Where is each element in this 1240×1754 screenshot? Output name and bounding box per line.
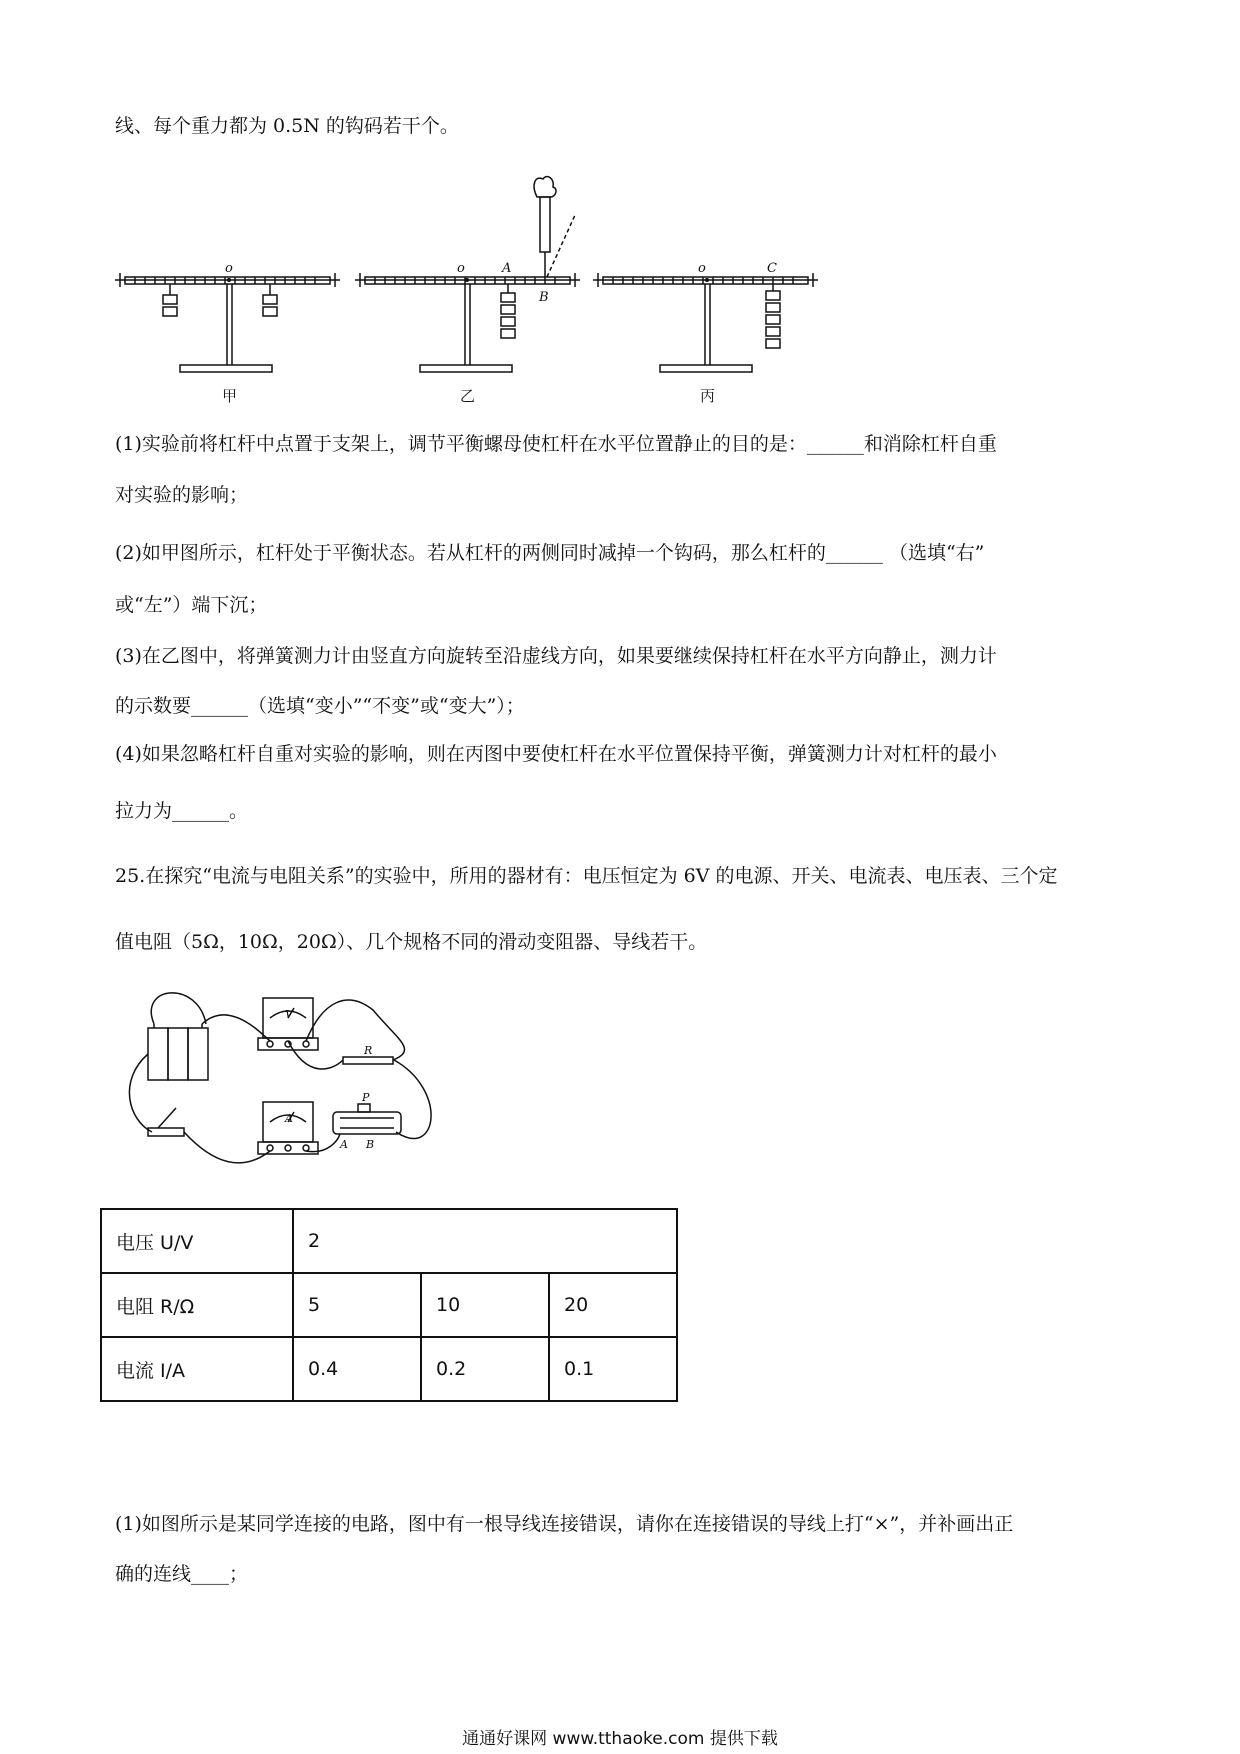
table-header-resistance: 电阻 R/Ω bbox=[101, 1273, 293, 1337]
table-cell: 0.1 bbox=[549, 1337, 677, 1401]
q25-line2: 值电阻（5Ω，10Ω，20Ω）、几个规格不同的滑动变阻器、导线若干。 bbox=[115, 931, 708, 953]
q24-p3-line2: 的示数要______（选填“变小”“不变”或“变大”）； bbox=[115, 695, 525, 717]
label-o-3: o bbox=[698, 261, 706, 276]
label-bing: 丙 bbox=[700, 387, 716, 405]
intro-text: 线、每个重力都为 0.5N 的钩码若干个。 bbox=[115, 115, 459, 137]
label-a: A bbox=[502, 261, 512, 276]
q25-p1-line1: (1)如图所示是某同学连接的电路，图中有一根导线连接错误，请你在连接错误的导线上打“×”，并补画出正 bbox=[115, 1513, 1014, 1535]
label-o-1: o bbox=[225, 261, 233, 276]
table-cell: 0.2 bbox=[421, 1337, 549, 1401]
q25-p1-line2: 确的连线____； bbox=[115, 1563, 249, 1585]
table-row bbox=[101, 1273, 677, 1337]
q24-p3-line1: (3)在乙图中，将弹簧测力计由竖直方向旋转至沿虚线方向，如果要继续保持杠杆在水平方向静止，测力计 bbox=[115, 645, 997, 667]
q24-p2-line2: 或“左”）端下沉； bbox=[115, 594, 268, 616]
label-jia: 甲 bbox=[222, 387, 238, 405]
lever-figure bbox=[115, 175, 855, 410]
table-row bbox=[101, 1337, 677, 1401]
circuit-figure bbox=[118, 990, 478, 1180]
label-p: P bbox=[362, 1091, 370, 1104]
table-cell: 5 bbox=[293, 1273, 421, 1337]
table-cell: 10 bbox=[421, 1273, 549, 1337]
label-o-2: o bbox=[457, 261, 465, 276]
q24-p2-line1: (2)如甲图所示，杠杆处于平衡状态。若从杠杆的两侧同时减掉一个钩码，那么杠杆的______ （选填“右” bbox=[115, 542, 985, 564]
label-b: B bbox=[539, 290, 549, 305]
table-header-current: 电流 I/A bbox=[101, 1337, 293, 1401]
table-cell: 0.4 bbox=[293, 1337, 421, 1401]
label-yi: 乙 bbox=[460, 387, 476, 405]
table-header-voltage: 电压 U/V bbox=[101, 1209, 293, 1273]
q24-p1-line2: 对实验的影响； bbox=[115, 484, 249, 506]
q24-p4-line2: 拉力为______。 bbox=[115, 800, 249, 822]
q24-p1-line1: (1)实验前将杠杆中点置于支架上，调节平衡螺母使杠杆在水平位置静止的目的是：______和消除杠杆自重 bbox=[115, 433, 997, 455]
table-cell-voltage: 2 bbox=[293, 1209, 677, 1273]
label-r: R bbox=[364, 1044, 373, 1057]
q25-line1: 25.在探究“电流与电阻关系”的实验中，所用的器材有：电压恒定为 6V 的电源、开关、电流表、电压表、三个定 bbox=[115, 865, 1058, 887]
data-table bbox=[100, 1208, 678, 1402]
page-footer: 通通好课网 www.tthaoke.com 提供下载 bbox=[462, 1729, 778, 1749]
table-row bbox=[101, 1209, 677, 1273]
q24-p4-line1: (4)如果忽略杠杆自重对实验的影响，则在丙图中要使杠杆在水平位置保持平衡，弹簧测力计对杠杆的最小 bbox=[115, 743, 997, 765]
label-v: V bbox=[285, 1008, 293, 1021]
label-c: C bbox=[767, 261, 777, 276]
label-ammeter-a: A bbox=[285, 1112, 293, 1125]
label-rheostat-a: A bbox=[340, 1138, 348, 1151]
table-cell: 20 bbox=[549, 1273, 677, 1337]
label-rheostat-b: B bbox=[366, 1138, 375, 1151]
